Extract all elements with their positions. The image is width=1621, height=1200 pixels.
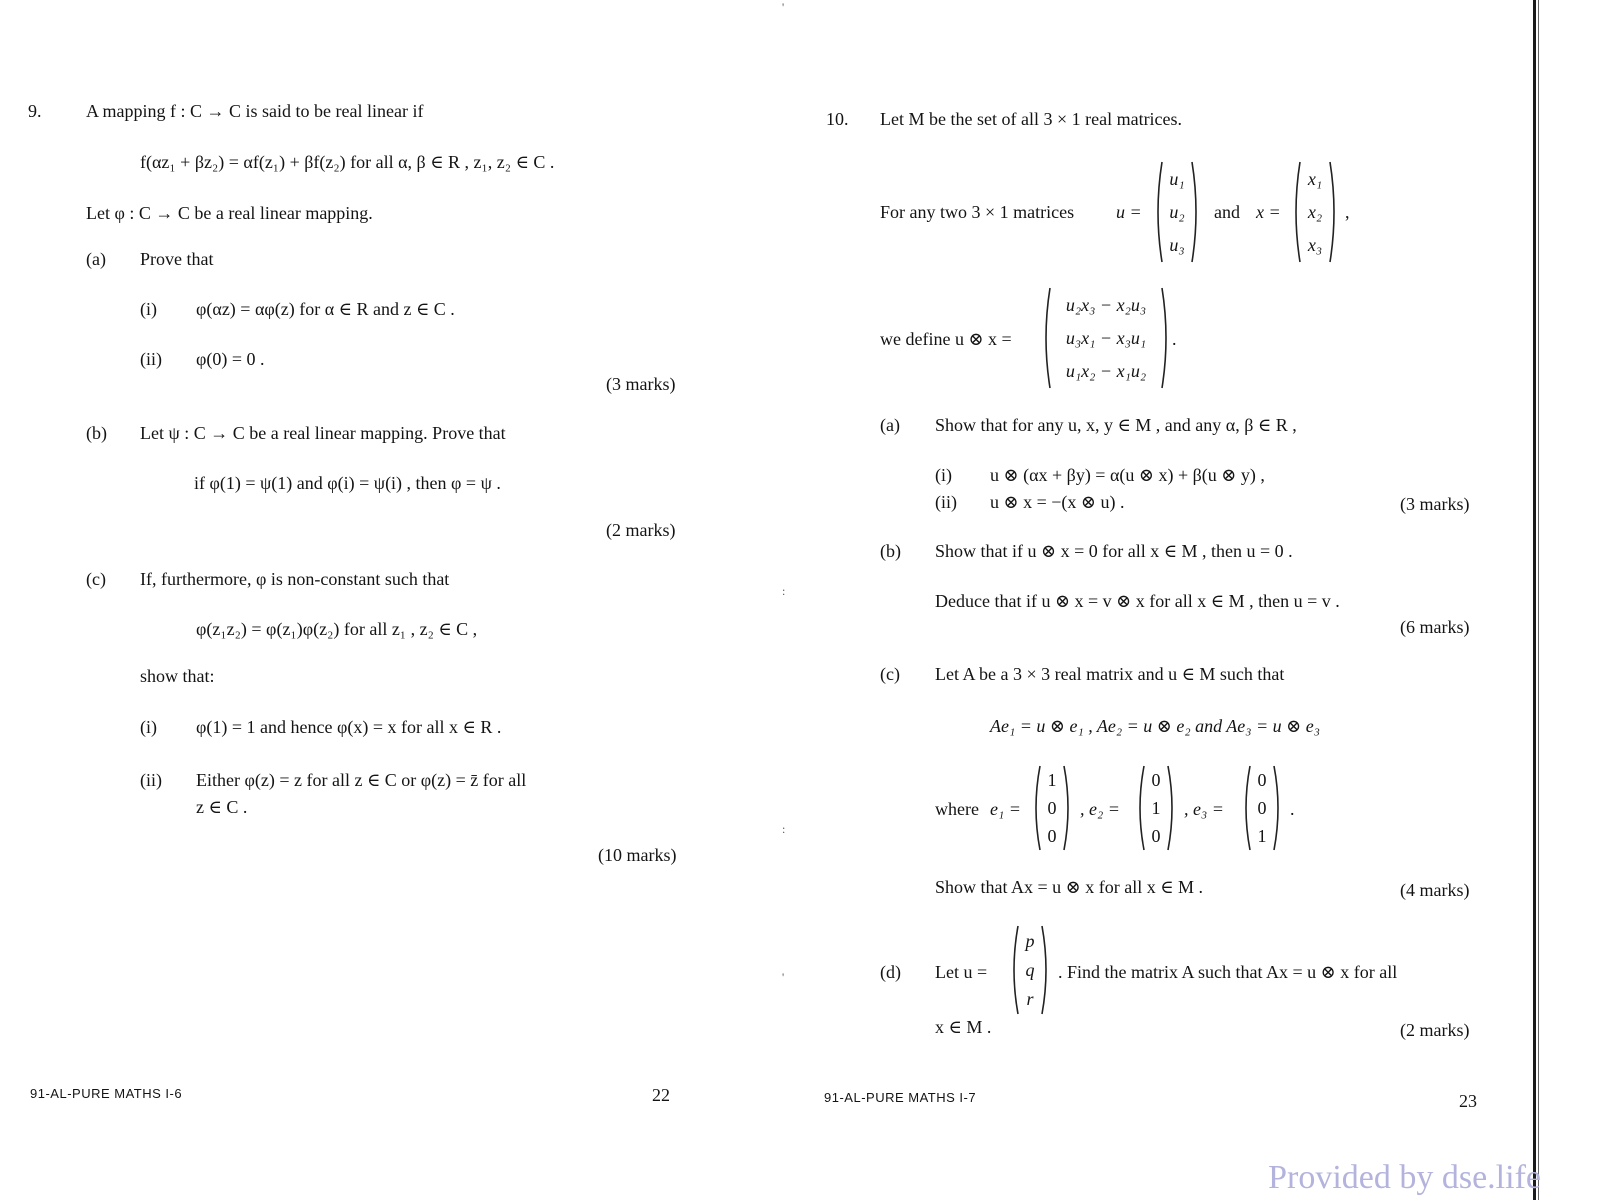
q10a-marks: (3 marks)	[1400, 494, 1470, 514]
q9-intro: A mapping f : C → C is said to be real linear if	[86, 101, 424, 121]
q9b-marks: (2 marks)	[606, 520, 676, 540]
scan-edge-line	[1538, 0, 1539, 1200]
matrix-entry: u₁	[1169, 168, 1185, 189]
q10-intro: Let M be the set of all 3 × 1 real matrices.	[880, 109, 1183, 129]
matrix-entry: u₂x₃ − x₂u₃	[1065, 294, 1147, 315]
watermark: Provided by dse.life	[1268, 1159, 1541, 1196]
q9a-i-label: (i)	[140, 299, 157, 319]
matrix-entry: p	[1025, 930, 1035, 951]
u-matrix	[1162, 162, 1192, 262]
u-equals: u =	[1116, 202, 1142, 222]
right-paren	[1166, 764, 1178, 852]
scan-speck: :	[782, 584, 786, 598]
comma: ,	[1345, 202, 1350, 222]
q9c-ii-label: (ii)	[140, 770, 162, 790]
matrix-entry: 0	[1151, 770, 1161, 790]
q9b-label: (b)	[86, 423, 107, 443]
q9c-label: (c)	[86, 569, 106, 589]
right-paren	[1062, 764, 1074, 852]
e1-equals: e₁ =	[990, 799, 1021, 819]
q9-number: 9.	[28, 101, 42, 121]
q10-number: 10.	[826, 109, 849, 129]
q9a-ii-label: (ii)	[140, 349, 162, 369]
q9-let: Let φ : C → C be a real linear mapping.	[86, 203, 373, 223]
q9-definition: f(αz₁ + βz₂) = αf(z₁) + βf(z₂) for all α, β ∈ R , z₁, z₂ ∈ C .	[140, 152, 555, 172]
period: .	[1172, 329, 1177, 349]
right-paren	[1328, 160, 1340, 264]
q9c-show: show that:	[140, 666, 215, 686]
q9b-condition: if φ(1) = ψ(1) and φ(i) = ψ(i) , then φ = ψ .	[194, 473, 501, 493]
q10c-marks: (4 marks)	[1400, 880, 1470, 900]
matrix-entry: x₃	[1307, 235, 1323, 256]
matrix-entry: u₃x₁ − x₃u₁	[1065, 327, 1147, 348]
q10c-equation: Ae₁ = u ⊗ e₁ , Ae₂ = u ⊗ e₂ and Ae₃ = u ⊗ e₃	[990, 716, 1321, 736]
q9a-label: (a)	[86, 249, 106, 269]
cross-product-matrix	[1050, 288, 1162, 388]
where-word: where	[935, 799, 979, 819]
q10a-text: Show that for any u, x, y ∈ M , and any α, β ∈ R ,	[935, 415, 1297, 435]
q10a-i-text: u ⊗ (αx + βy) = α(u ⊗ x) + β(u ⊗ y) ,	[990, 465, 1265, 485]
matrix-entry: x₂	[1307, 201, 1323, 222]
q9c-i-label: (i)	[140, 717, 157, 737]
e2-matrix	[1144, 766, 1168, 850]
q10d-let: Let u =	[935, 962, 988, 982]
and-word: and	[1214, 202, 1240, 222]
right-page-number: 23	[1459, 1091, 1477, 1111]
q10d-label: (d)	[880, 962, 901, 982]
q9c-ii-text-cont: z ∈ C .	[196, 797, 248, 817]
q10b-label: (b)	[880, 541, 901, 561]
we-define-text: we define u ⊗ x =	[880, 329, 1012, 349]
matrix-entry: 0	[1047, 826, 1057, 846]
matrix-entry: 1	[1257, 826, 1267, 846]
matrix-entry: 0	[1151, 826, 1161, 846]
left-footer-code: 91-AL-PURE MATHS I-6	[30, 1086, 183, 1101]
e2-equals: , e₂ =	[1080, 799, 1120, 819]
q10b-deduce: Deduce that if u ⊗ x = v ⊗ x for all x ∈ M , then u = v .	[935, 591, 1340, 611]
q10b-text: Show that if u ⊗ x = 0 for all x ∈ M , then u = 0 .	[935, 541, 1293, 561]
q9c-equation: φ(z₁z₂) = φ(z₁)φ(z₂) for all z₁ , z₂ ∈ C ,	[196, 619, 478, 639]
matrix-entry: u₃	[1169, 235, 1185, 256]
q10a-label: (a)	[880, 415, 900, 435]
matrix-entry: 0	[1257, 798, 1267, 818]
q9a-i-text: φ(αz) = αφ(z) for α ∈ R and z ∈ C .	[196, 299, 455, 319]
e1-matrix	[1040, 766, 1064, 850]
q10a-ii-text: u ⊗ x = −(x ⊗ u) .	[990, 492, 1125, 512]
q9c-marks: (10 marks)	[598, 845, 677, 865]
matrix-entry: 0	[1047, 798, 1057, 818]
left-page-number: 22	[652, 1085, 670, 1105]
q10a-i-label: (i)	[935, 465, 952, 485]
matrix-entry: r	[1026, 989, 1034, 1010]
matrix-entry: 0	[1257, 770, 1267, 790]
e3-equals: , e₃ =	[1184, 799, 1224, 819]
period: .	[1290, 799, 1295, 819]
q10a-ii-label: (ii)	[935, 492, 957, 512]
for-any-text: For any two 3 × 1 matrices	[880, 202, 1075, 222]
q9c-i-text: φ(1) = 1 and hence φ(x) = x for all x ∈ R .	[196, 717, 502, 737]
q9a-marks: (3 marks)	[606, 374, 676, 394]
q10d-text-cont: x ∈ M .	[935, 1017, 992, 1037]
q9c-text: If, furthermore, φ is non-constant such that	[140, 569, 450, 589]
right-paren	[1040, 924, 1052, 1016]
scan-speck: :	[782, 822, 786, 836]
matrix-entry: 1	[1047, 770, 1057, 790]
q9b-text: Let ψ : C → C be a real linear mapping. Prove that	[140, 423, 506, 443]
x-matrix	[1300, 162, 1330, 262]
scan-speck: '	[782, 0, 785, 14]
matrix-entry: q	[1025, 959, 1035, 980]
q10c-text: Let A be a 3 × 3 real matrix and u ∈ M such that	[935, 664, 1285, 684]
x-equals: x =	[1256, 202, 1281, 222]
q9a-ii-text: φ(0) = 0 .	[196, 349, 265, 369]
e3-matrix	[1250, 766, 1274, 850]
matrix-entry: x₁	[1307, 168, 1323, 189]
right-paren	[1160, 286, 1172, 390]
matrix-entry: 1	[1151, 798, 1161, 818]
q10d-text: . Find the matrix A such that Ax = u ⊗ x for all	[1058, 962, 1398, 982]
matrix-entry: u₂	[1169, 201, 1185, 222]
q10b-marks: (6 marks)	[1400, 617, 1470, 637]
q10c-label: (c)	[880, 664, 900, 684]
q10d-marks: (2 marks)	[1400, 1020, 1470, 1040]
right-paren	[1272, 764, 1284, 852]
scan-edge-line	[1533, 0, 1536, 1200]
scan-speck: '	[782, 970, 785, 984]
q10c-show: Show that Ax = u ⊗ x for all x ∈ M .	[935, 877, 1204, 897]
matrix-entry: u₁x₂ − x₁u₂	[1065, 361, 1147, 382]
q9c-ii-text: Either φ(z) = z for all z ∈ C or φ(z) = z̄ for all	[196, 770, 527, 790]
right-paren	[1190, 160, 1202, 264]
pqr-matrix	[1018, 926, 1042, 1014]
right-footer-code: 91-AL-PURE MATHS I-7	[824, 1090, 977, 1105]
q9a-text: Prove that	[140, 249, 214, 269]
